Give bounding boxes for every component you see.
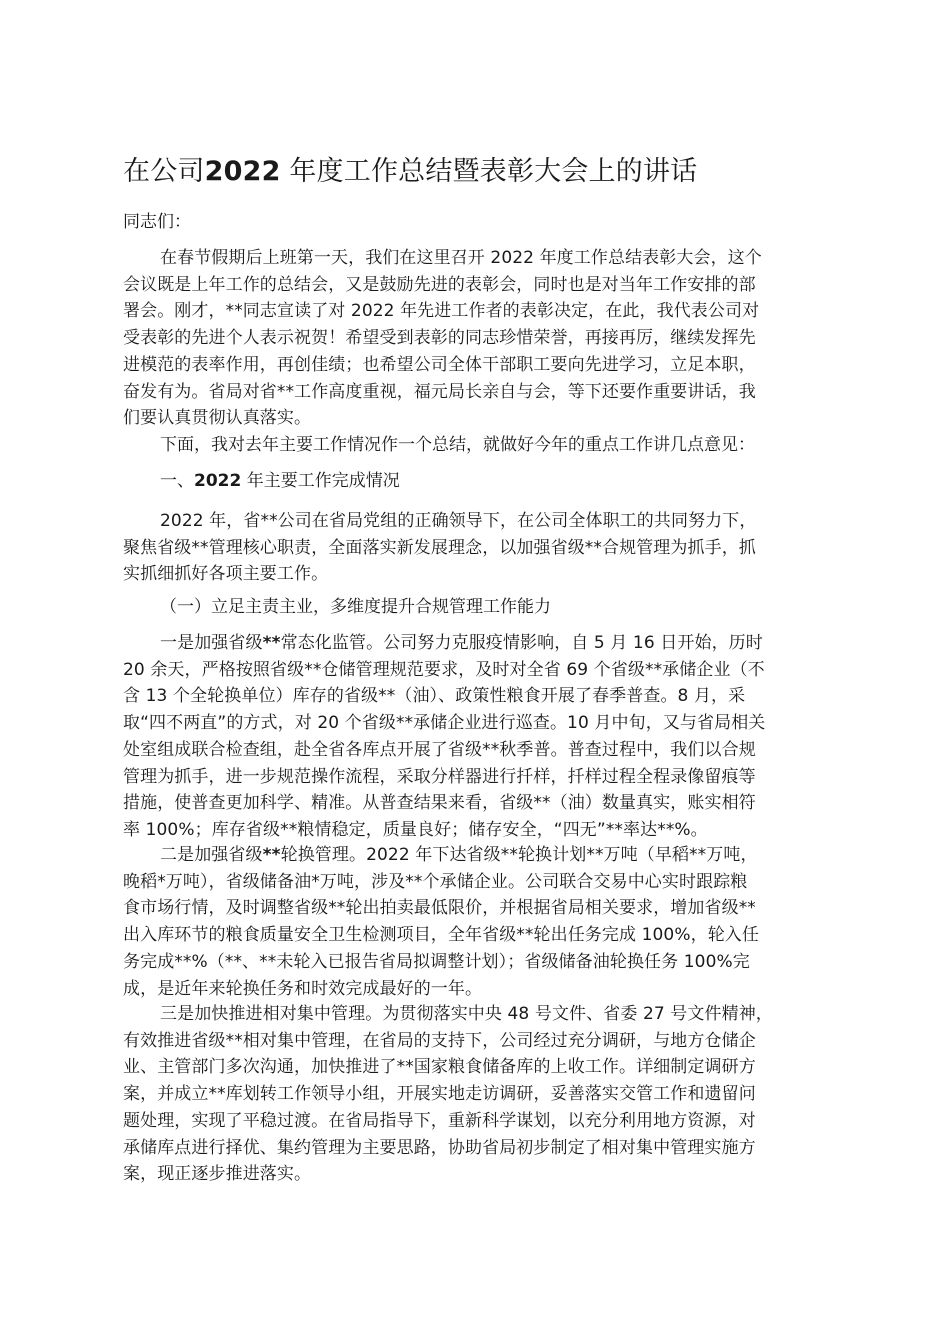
- subsection-heading-1: （一）立足主责主业，多维度提升合规管理工作能力: [160, 597, 551, 617]
- paragraph-line: 务完成**%（**、**未轮入已报告省局拟调整计划）；省级储备油轮换任务 100%完: [123, 951, 750, 972]
- salutation: 同志们：: [123, 212, 191, 232]
- paragraph-text: 公司努力克服疫情影响，自 5 月 16 日开始，历时: [383, 633, 763, 653]
- lead-text: 二是加强省级: [160, 845, 263, 865]
- paragraph-line: 案，现正逐步推进落实。: [123, 1164, 312, 1185]
- paragraph-line: 有效推进省级**相对集中管理，在省局的支持下，公司经过充分调研，与地方仓储企: [123, 1030, 756, 1051]
- section-year: 2022: [194, 471, 242, 491]
- paragraph-line: 奋发有为。省局对省**工作高度重视，福元局长亲自与会，等下还要作重要讲话，我: [123, 381, 756, 402]
- title-prefix: 在公司: [123, 156, 205, 187]
- paragraph-rotation: [123, 842, 835, 1002]
- paragraph-line: 署会。刚才，**同志宣读了对 2022 年先进工作者的表彰决定，在此，我代表公司对: [123, 301, 760, 322]
- lead-text: 一是加强省级: [160, 633, 263, 653]
- paragraph-outline: 下面，我对去年主要工作情况作一个总结，就做好今年的重点工作讲几点意见：: [160, 435, 755, 455]
- paragraph-text: 为贯彻落实中央 48 号文件、省委 27 号文件精神，: [382, 1004, 773, 1024]
- section-number: 一、: [160, 471, 194, 491]
- paragraph-line: 出入库环节的粮食质量安全卫生检测项目，全年省级**轮出任务完成 100%，轮入任: [123, 925, 760, 946]
- paragraph-line: 案，并成立**库划转工作领导小组，开展实地走访调研，妥善落实交管工作和遗留问: [123, 1084, 756, 1105]
- section-heading-1: [160, 468, 400, 495]
- paragraph-line: [123, 630, 835, 657]
- lead-text: 轮换管理。: [280, 845, 367, 865]
- lead-text: 常态化监管。: [280, 633, 384, 653]
- paragraph-line: 受表彰的先进个人表示祝贺！希望受到表彰的同志珍惜荣誉，再接再厉，继续发挥先: [123, 328, 756, 349]
- paragraph-line: 承储库点进行择优、集约管理为主要思路，协助省局初步制定了相对集中管理实施方: [123, 1137, 756, 1158]
- paragraph-text: 2022 年下达省级**轮换计划**万吨（早稻**万吨，: [366, 845, 758, 865]
- document-title: [123, 152, 697, 192]
- paragraph-line: 们要认真贯彻认真落实。: [123, 408, 312, 429]
- paragraph-line: 聚焦省级**管理核心职责，全面落实新发展理念，以加强省级**合规管理为抓手，抓: [123, 537, 756, 558]
- paragraph-summary: [123, 508, 835, 588]
- paragraph-line: 会议既是上年工作的总结会，又是鼓励先进的表彰会，同时也是对当年工作安排的部: [123, 274, 756, 295]
- paragraph-line: 食市场行情，及时调整省级**轮出拍卖最低限价，并根据省局相关要求，增加省级**: [123, 898, 756, 919]
- section-title: 年主要工作完成情况: [241, 471, 400, 491]
- paragraph-line: 20 余天，严格按照省级**仓储管理规范要求，及时对全省 69 个省级**承储企业（不: [123, 659, 765, 680]
- paragraph-line: 实抓细抓好各项主要工作。: [123, 564, 329, 585]
- paragraph-line: 取“四不两直”的方式，对 20 个省级**承储企业进行巡查。10 月中旬，又与省局相关: [123, 713, 766, 734]
- paragraph-line: 管理为抓手，进一步规范操作流程，采取分样器进行扦样，扦样过程全程录像留痕等: [123, 766, 756, 787]
- lead-text: 三是加快推进相对集中管理。: [160, 1004, 383, 1024]
- lead-bold: **: [262, 633, 281, 653]
- paragraph-opening: [123, 245, 840, 432]
- paragraph-supervision: [123, 630, 835, 844]
- paragraph-line: 2022 年，省**公司在省局党组的正确领导下，在公司全体职工的共同努力下，: [160, 511, 757, 531]
- paragraph-line: 含 13 个全轮换单位）库存的省级**（油）、政策性粮食开展了春季普查。8 月，采: [123, 686, 746, 707]
- paragraph-line: 措施，使普查更加科学、精准。从普查结果来看，省级**（油）数量真实，账实相符: [123, 793, 756, 814]
- paragraph-line: 晚稻*万吨），省级储备油*万吨，涉及**个承储企业。公司联合交易中心实时跟踪粮: [123, 871, 748, 892]
- paragraph-line: [123, 842, 835, 869]
- paragraph-line: 题处理，实现了平稳过渡。在省局指导下，重新科学谋划，以充分利用地方资源，对: [123, 1110, 756, 1131]
- paragraph-line: 处室组成联合检查组，赴全省各库点开展了省级**秋季普。普查过程中，我们以合规: [123, 739, 756, 760]
- paragraph-line: 成，是近年来轮换任务和时效完成最好的一年。: [123, 978, 483, 999]
- paragraph-line: 进模范的表率作用，再创佳绩；也希望公司全体干部职工要向先进学习，立足本职，: [123, 354, 756, 375]
- title-year: 2022: [204, 156, 281, 187]
- paragraph-line: [123, 1001, 841, 1028]
- lead-bold: **: [262, 845, 281, 865]
- title-suffix: 年度工作总结暨表彰大会上的讲话: [289, 156, 698, 187]
- paragraph-centralized: [123, 1001, 841, 1188]
- paragraph-line: 率 100%；库存省级**粮情稳定，质量良好；储存安全，“四无”**率达**%。: [123, 819, 708, 840]
- paragraph-line: 业、主管部门多次沟通，加快推进了**国家粮食储备库的上收工作。详细制定调研方: [123, 1057, 756, 1078]
- paragraph-line: 在春节假期后上班第一天，我们在这里召开 2022 年度工作总结表彰大会，这个: [160, 248, 762, 268]
